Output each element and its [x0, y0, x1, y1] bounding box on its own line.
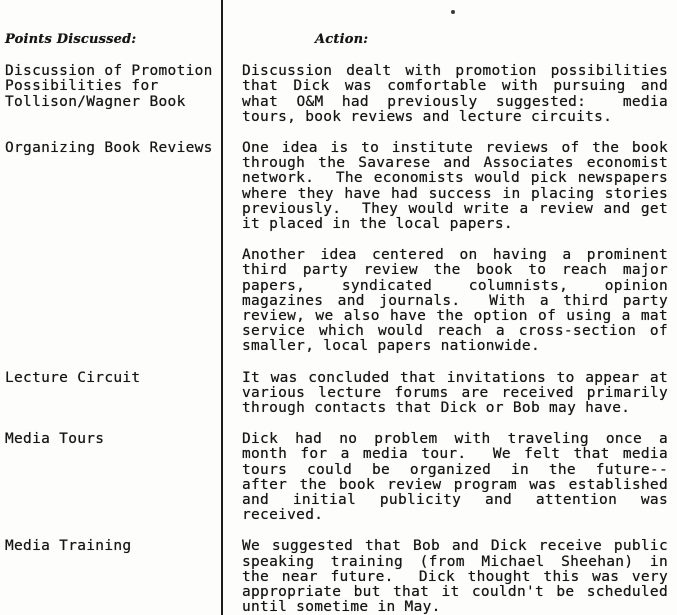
text-line: We suggested that Bob and Dick receive public	[242, 538, 668, 555]
action-paragraph	[242, 248, 668, 354]
topic-label-line: Media Training	[5, 538, 132, 555]
text-line: what O&M had previously suggested: media	[242, 93, 668, 110]
text-line: through the Savarese and Associates economist	[242, 155, 668, 172]
text-line: It was concluded that invitations to appear at	[242, 369, 668, 386]
text-line: network. The economists would pick newspapers	[242, 170, 668, 187]
column-header-row	[0, 0, 677, 64]
action-paragraph	[242, 141, 668, 232]
ink-speck	[451, 10, 455, 14]
points-discussed-header: Points Discussed:	[5, 32, 137, 47]
text-line: review, we also have the option of using a mat	[242, 308, 668, 325]
topic-label-line: Discussion of Promotion	[5, 63, 213, 80]
text-line: tours, book reviews and lecture circuits.	[242, 108, 613, 125]
text-line: Discussion dealt with promotion possibilities	[242, 63, 668, 80]
text-line: that Dick was comfortable with pursuing and	[242, 78, 668, 95]
text-line: magazines and journals. With a third party	[242, 292, 668, 309]
text-line: smaller, local papers nationwide.	[242, 338, 540, 355]
text-line: various lecture forums are received primarily	[242, 384, 668, 401]
text-line: appropriate but that it couldn't be scheduled	[242, 584, 668, 601]
text-line: and initial publicity and attention was	[242, 492, 668, 509]
text-line: through contacts that Dick or Bob may have.	[242, 400, 631, 417]
action-header: Action:	[315, 32, 369, 47]
action-cell	[221, 539, 677, 615]
text-line: One idea is to institute reviews of the book	[242, 140, 668, 157]
action-paragraph	[242, 371, 668, 417]
topic-label	[0, 539, 221, 615]
topic-label	[0, 64, 221, 141]
text-line: where they have had success in placing stories	[242, 185, 668, 202]
topic-label	[0, 371, 221, 433]
topic-row-media-training	[0, 539, 677, 615]
text-line: it placed in the local papers.	[242, 216, 513, 233]
topic-label	[0, 141, 221, 371]
text-line: Dick had no problem with traveling once a	[242, 431, 668, 448]
text-line: received.	[242, 507, 324, 524]
points-discussed-header-cell	[0, 0, 221, 64]
text-line: until sometime in May.	[242, 599, 441, 615]
text-line: third party review the book to reach major	[242, 262, 668, 279]
topic-label-line: Tollison/Wagner Book	[5, 93, 186, 110]
text-line: papers, syndicated columnists, opinion	[242, 277, 668, 294]
topic-row-media-tours	[0, 432, 677, 539]
action-paragraph	[242, 539, 668, 615]
topic-row-organizing-book-reviews	[0, 141, 677, 371]
text-line: previously. They would write a review and get	[242, 200, 668, 217]
action-cell	[221, 141, 677, 371]
topic-label-line: Possibilities for	[5, 78, 159, 95]
topic-label	[0, 432, 221, 539]
action-cell	[221, 64, 677, 141]
topic-row-lecture-circuit	[0, 371, 677, 433]
text-line: speaking training (from Michael Sheehan) in	[242, 553, 668, 570]
topic-label-line: Media Tours	[5, 431, 105, 448]
action-cell	[221, 371, 677, 433]
action-paragraph	[242, 64, 668, 125]
action-paragraph	[242, 432, 668, 523]
topic-label-line: Organizing Book Reviews	[5, 140, 213, 157]
text-line: service which would reach a cross-section of	[242, 323, 668, 340]
text-line: Another idea centered on having a prominent	[242, 247, 668, 264]
topic-label-line: Lecture Circuit	[5, 369, 141, 386]
text-line: the near future. Dick thought this was very	[242, 568, 668, 585]
action-header-cell	[221, 0, 677, 64]
text-line: month for a media tour. We felt that media	[242, 446, 668, 463]
text-line: after the book review program was established	[242, 476, 668, 493]
topic-row-promotion-possibilities	[0, 64, 677, 141]
action-cell	[221, 432, 677, 539]
text-line: tours could be organized in the future--	[242, 461, 668, 478]
